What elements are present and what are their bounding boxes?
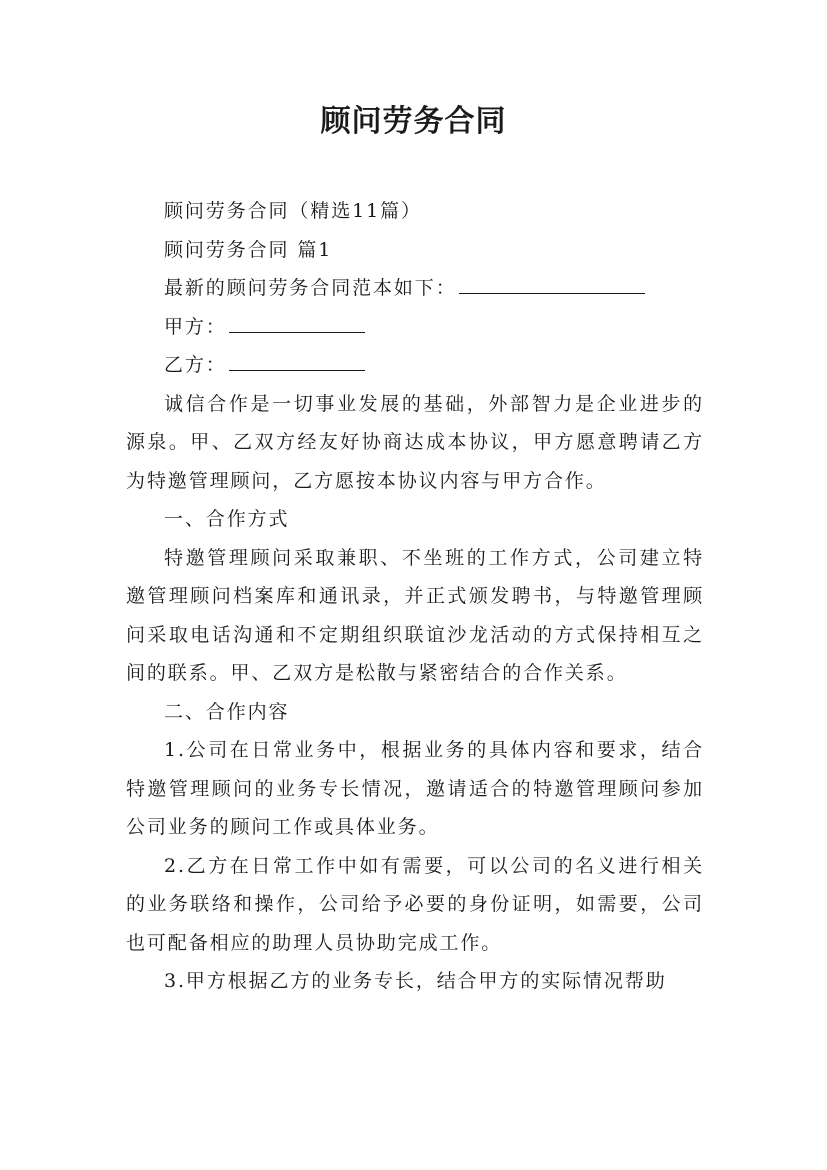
paragraph-item-2: 2.乙方在日常工作中如有需要，可以公司的名义进行相关的业务联络和操作，公司给予必要的身份证明，如需要，公司也可配备相应的助理人员协助完成工作。 bbox=[126, 854, 704, 954]
heading-cooperation-content: 二、合作内容 bbox=[164, 700, 290, 723]
party-a-label: 甲方： bbox=[164, 315, 227, 338]
paragraph-cooperation-mode: 特邀管理顾问采取兼职、不坐班的工作方式，公司建立特邀管理顾问档案库和通讯录，并正式颁发聘书，与特邀管理顾问采取电话沟通和不定期组织联谊沙龙活动的方式保持相互之间的联系。甲、乙双方是松散与紧密结合的合作关系。 bbox=[126, 546, 704, 684]
party-b-blank bbox=[229, 346, 365, 371]
paragraph-party-a bbox=[126, 308, 704, 347]
document-body bbox=[126, 192, 704, 1001]
template-intro-text: 最新的顾问劳务合同范本如下： bbox=[164, 277, 457, 299]
party-b-label: 乙方： bbox=[164, 354, 227, 376]
paragraph-item-3: 3.甲方根据乙方的业务专长，结合甲方的实际情况帮助 bbox=[164, 970, 667, 992]
paragraph-party-b bbox=[126, 346, 704, 385]
paragraph-template-intro bbox=[126, 269, 704, 308]
document-title: 顾问劳务合同 bbox=[320, 104, 507, 139]
heading-cooperation-mode: 一、合作方式 bbox=[164, 508, 290, 530]
paragraph-item-1: 1.公司在日常业务中，根据业务的具体内容和要求，结合特邀管理顾问的业务专长情况，邀请适合的特邀管理顾问参加公司业务的顾问工作或具体业务。 bbox=[126, 739, 704, 838]
paragraph-preamble: 诚信合作是一切事业发展的基础，外部智力是企业进步的源泉。甲、乙双方经友好协商达成本协议，甲方愿意聘请乙方为特邀管理顾问，乙方愿按本协议内容与甲方合作。 bbox=[126, 392, 704, 492]
party-a-blank bbox=[229, 308, 365, 333]
paragraph-section-heading: 顾问劳务合同 篇1 bbox=[164, 238, 333, 261]
paragraph-subtitle: 顾问劳务合同（精选11篇） bbox=[164, 200, 422, 222]
blank-line bbox=[459, 269, 645, 294]
